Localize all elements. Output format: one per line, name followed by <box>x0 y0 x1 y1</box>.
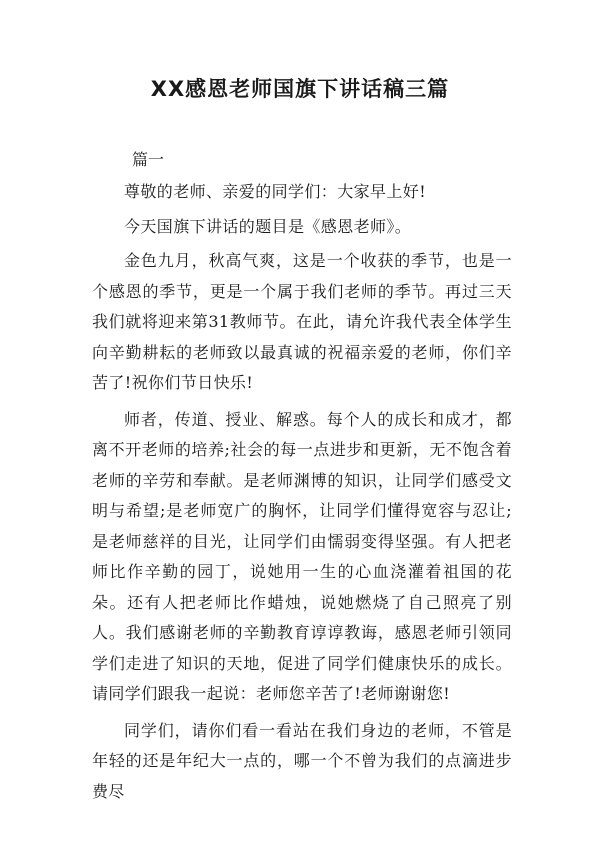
document-title: XX感恩老师国旗下讲话稿三篇 <box>150 77 450 101</box>
paragraph-classmates: 同学们，请你们看一看站在我们身边的老师，不管是年轻的还是年纪大一点的，哪一个不曾为我们的点滴进步费尽 <box>92 720 512 801</box>
section-label: 篇一 <box>132 150 165 169</box>
document-body <box>92 177 512 807</box>
paragraph-teachers: 师者，传道、授业、解惑。每个人的成长和成才，都离不开老师的培养;社会的每一点进步和更新，无不饱含着老师的辛劳和奉献。是老师渊博的知识，让同学们感受文明与希望;是老师宽广的胸怀，让同学们懂得宽容与忍让;是老师慈祥的目光，让同学们由懦弱变得坚强。有人把老师比作辛勤的园丁，说她用一生的心血浇灌着祖国的花朵。还有人把老师比作蜡烛，说她燃烧了自己照亮了别人。我们感谢老师的辛勤教育谆谆教诲，感恩老师引领同学们走进了知识的天地，促进了同学们健康快乐的成长。请同学们跟我一起说：老师您辛苦了!老师谢谢您! <box>92 409 512 703</box>
paragraph-topic: 今天国旗下讲话的题目是《感恩老师》。 <box>124 216 412 236</box>
paragraph-intro: 金色九月，秋高气爽，这是一个收获的季节，也是一个感恩的季节，更是一个属于我们老师的季节。再过三天我们就将迎来第31教师节。在此，请允许我代表全体学生向辛勤耕耘的老师致以最真诚的祝福亲爱的老师，你们辛苦了!祝你们节日快乐! <box>92 251 512 392</box>
paragraph-greeting: 尊敬的老师、亲爱的同学们：大家早上好! <box>124 182 427 201</box>
